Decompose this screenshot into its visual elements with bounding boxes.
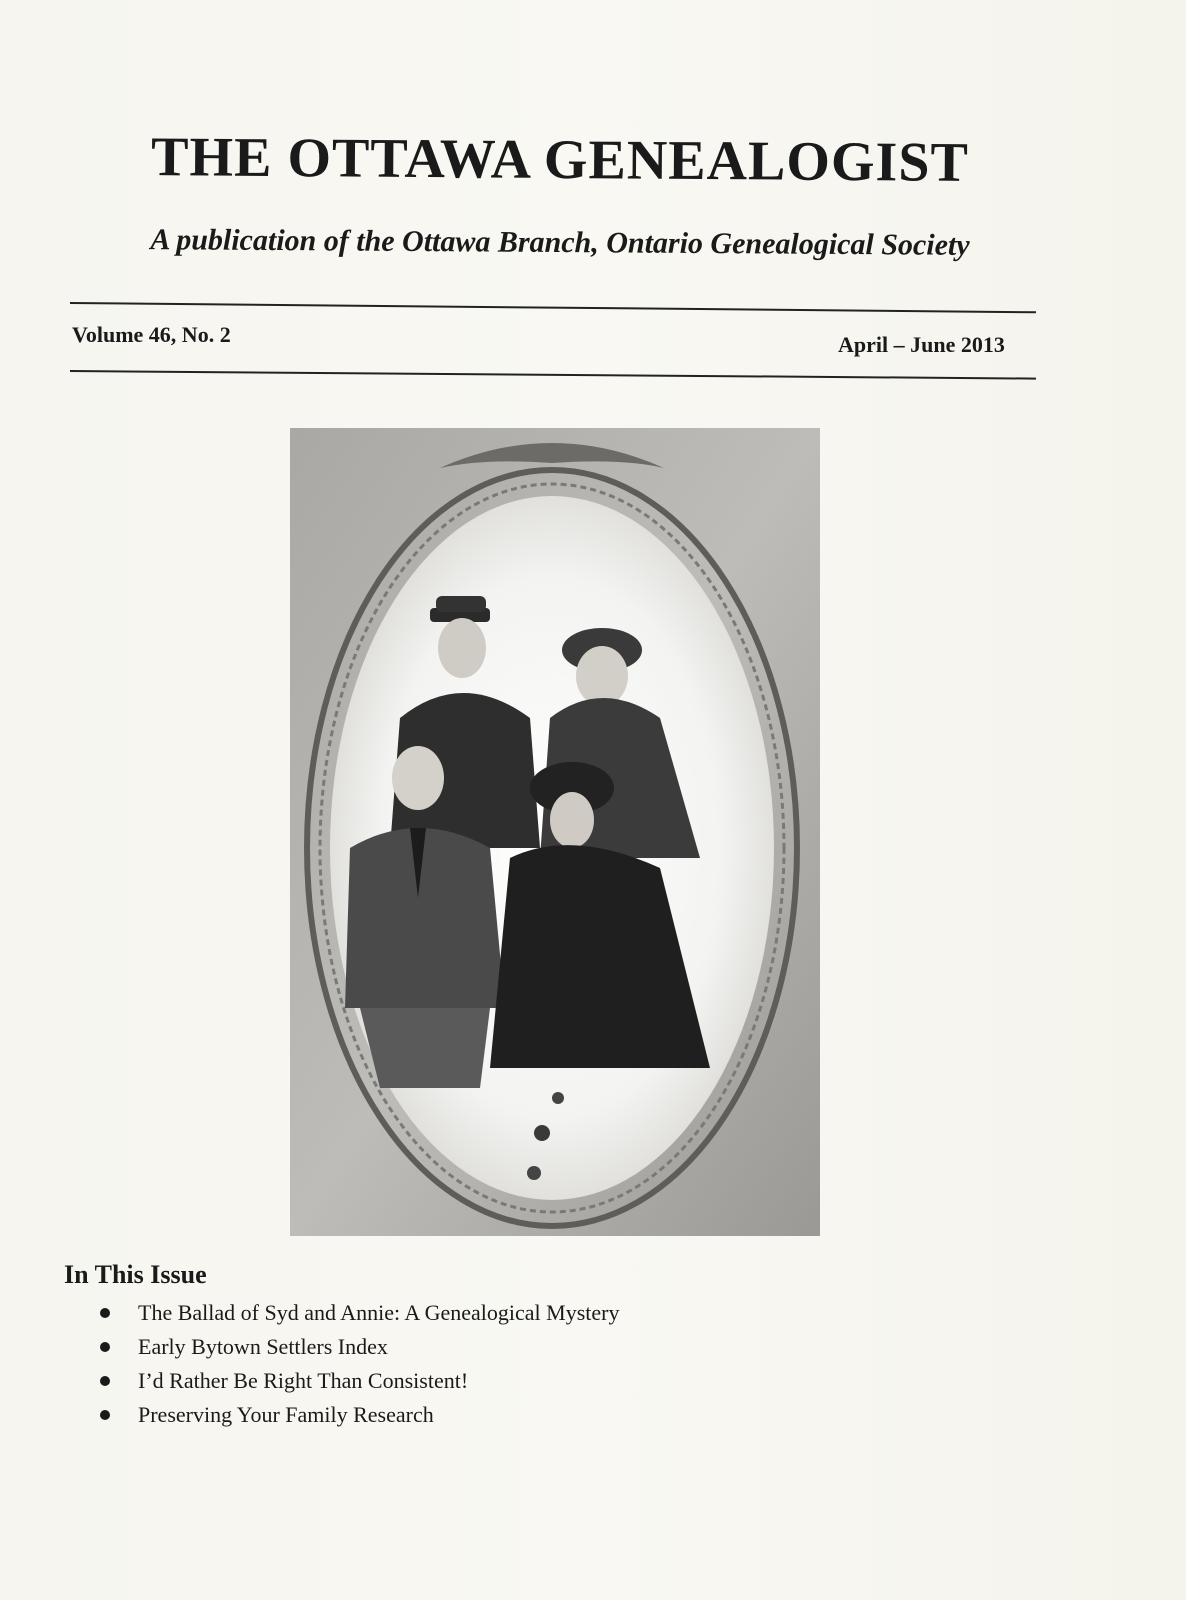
issue-date: April – June 2013 xyxy=(838,332,1005,357)
in-this-issue-heading: In This Issue xyxy=(64,1260,207,1289)
article-title: Preserving Your Family Research xyxy=(138,1402,434,1427)
list-item xyxy=(100,1366,619,1400)
journal-subtitle: A publication of the Ottawa Branch, Ontario Genealogical Society xyxy=(150,223,970,262)
list-item xyxy=(100,1298,619,1332)
issue-contents-list xyxy=(100,1298,619,1434)
volume-number: Volume 46, No. 2 xyxy=(72,322,231,347)
top-divider xyxy=(70,302,1036,313)
article-title: Early Bytown Settlers Index xyxy=(138,1334,388,1359)
bullet-icon xyxy=(100,1410,110,1420)
bullet-icon xyxy=(100,1376,110,1386)
list-item xyxy=(100,1400,619,1434)
bullet-icon xyxy=(100,1308,110,1318)
article-title: The Ballad of Syd and Annie: A Genealogical Mystery xyxy=(138,1300,620,1325)
family-portrait-photo xyxy=(290,428,820,1236)
list-item xyxy=(100,1332,619,1366)
journal-title: THE OTTAWA GENEALOGIST xyxy=(150,126,970,194)
article-title: I’d Rather Be Right Than Consistent! xyxy=(138,1368,469,1393)
bottom-divider xyxy=(70,370,1036,380)
bullet-icon xyxy=(100,1342,110,1352)
